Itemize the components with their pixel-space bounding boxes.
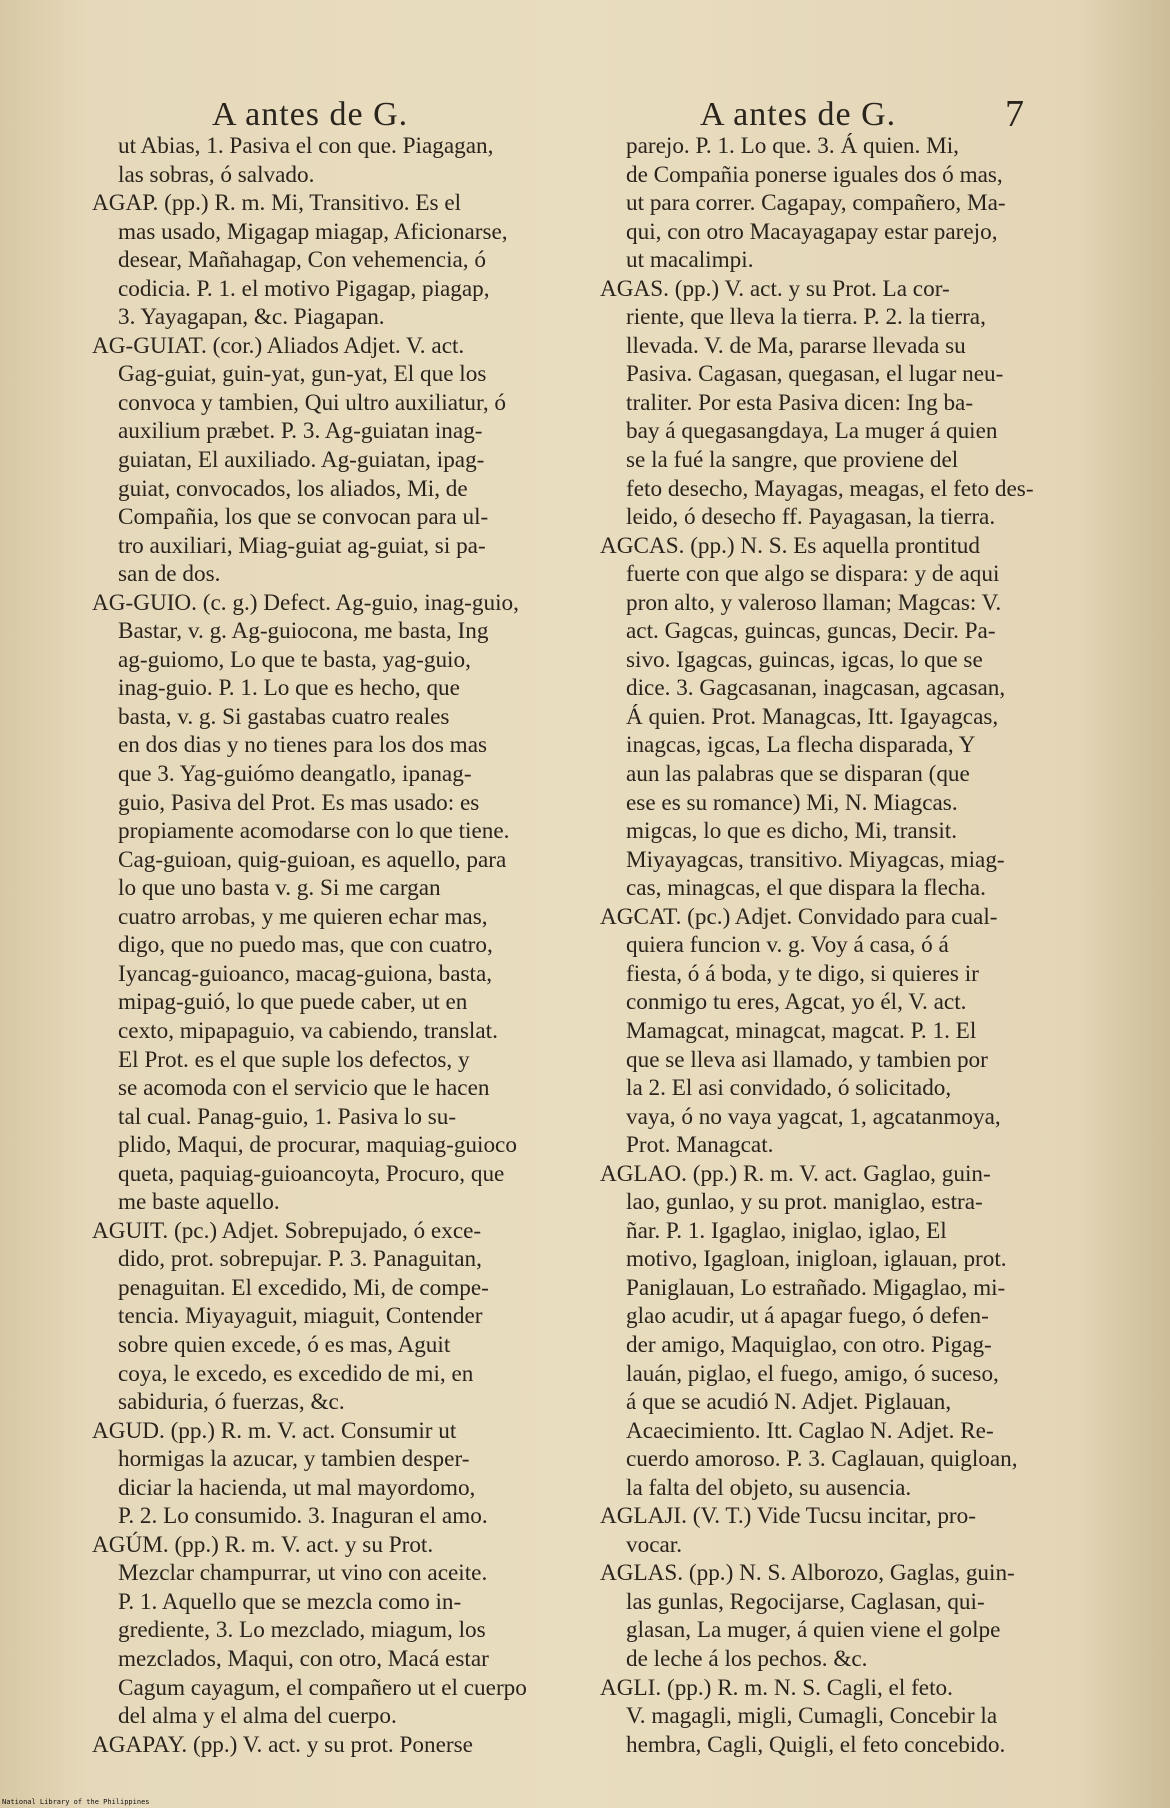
text-line: que 3. Yag-guiómo deangatlo, ipanag-	[118, 761, 472, 788]
text-line: P. 1. Aquello que se mezcla como in-	[118, 1588, 462, 1615]
text-line: Cag-guioan, quig-guioan, es aquello, para	[118, 846, 507, 873]
text-line: cas, minagcas, el que dispara la flecha.	[626, 875, 986, 902]
text-line: vocar.	[626, 1531, 683, 1558]
text-line: V. magagli, migli, Cumagli, Concebir la	[626, 1703, 998, 1730]
text-line: fiesta, ó á boda, y te digo, si quieres ir	[626, 960, 979, 987]
text-line: las gunlas, Regocijarse, Caglasan, qui-	[626, 1588, 985, 1615]
text-line: glao acudir, ut á apagar fuego, ó defen-	[626, 1303, 989, 1330]
text-line: que se lleva asi llamado, y tambien por	[626, 1046, 988, 1073]
text-line: Miyayagcas, transitivo. Miyagcas, miag-	[626, 846, 1005, 873]
text-line: AG-GUIAT. (cor.) Aliados Adjet. V. act.	[92, 332, 465, 359]
text-line: conmigo tu eres, Agcat, yo él, V. act.	[626, 989, 967, 1016]
text-line: mezclados, Maqui, con otro, Macá estar	[118, 1645, 489, 1672]
text-line: coya, le excedo, es excedido de mi, en	[118, 1360, 474, 1387]
text-line: AGLI. (pp.) R. m. N. S. Cagli, el feto.	[600, 1674, 953, 1701]
text-line: mas usado, Migagap miagap, Aficionarse,	[118, 218, 508, 245]
text-line: tal cual. Panag-guio, 1. Pasiva lo su-	[118, 1103, 457, 1130]
text-line: AGUIT. (pc.) Adjet. Sobrepujado, ó exce-	[92, 1217, 482, 1244]
page-number: 7	[1005, 93, 1024, 135]
text-line: AGLAJI. (V. T.) Vide Tucsu incitar, pro-	[600, 1503, 976, 1530]
text-line: lao, gunlao, y su prot. maniglao, estra-	[626, 1189, 983, 1216]
text-line: llevada. V. de Ma, pararse llevada su	[626, 332, 966, 359]
text-line: digo, que no puedo mas, que con cuatro,	[118, 932, 493, 959]
text-line: vaya, ó no vaya yagcat, 1, agcatanmoya,	[626, 1103, 1001, 1130]
text-line: riente, que lleva la tierra. P. 2. la tierra,	[626, 304, 986, 331]
text-line: motivo, Igagloan, inigloan, iglauan, prot.	[626, 1246, 1007, 1273]
text-line: me baste aquello.	[118, 1189, 280, 1216]
text-line: grediente, 3. Lo mezclado, miagum, los	[118, 1617, 486, 1644]
library-credit: National Library of the Philippines	[2, 1798, 150, 1806]
text-line: Iyancag-guioanco, macag-guiona, basta,	[118, 960, 493, 987]
text-line: glasan, La muger, á quien viene el golpe	[626, 1617, 1001, 1644]
text-line: ut macalimpi.	[626, 247, 754, 274]
text-line: AGLAS. (pp.) N. S. Alborozo, Gaglas, guin-	[600, 1560, 1015, 1587]
text-line: las sobras, ó salvado.	[118, 161, 315, 188]
text-line: act. Gagcas, guincas, guncas, Decir. Pa-	[626, 618, 996, 645]
text-line: qui, con otro Macayagapay estar parejo,	[626, 218, 998, 245]
text-line: dido, prot. sobrepujar. P. 3. Panaguitan,	[118, 1246, 482, 1273]
text-line: fuerte con que algo se dispara: y de aqui	[626, 561, 1000, 588]
text-line: lo que uno basta v. g. Si me cargan	[118, 875, 441, 902]
text-line: AGAS. (pp.) V. act. y su Prot. La cor-	[600, 275, 950, 302]
text-line: diciar la hacienda, ut mal mayordomo,	[118, 1474, 476, 1501]
text-line: AGCAS. (pp.) N. S. Es aquella prontitud	[600, 532, 980, 559]
text-line: tencia. Miyayaguit, miaguit, Contender	[118, 1303, 483, 1330]
text-line: penaguitan. El excedido, Mi, de compe-	[118, 1274, 489, 1301]
text-line: guio, Pasiva del Prot. Es mas usado: es	[118, 789, 480, 816]
text-line: sabiduria, ó fuerzas, &c.	[118, 1389, 345, 1416]
text-line: ut para correr. Cagapay, compañero, Ma-	[626, 190, 1006, 217]
text-line: AGLAO. (pp.) R. m. V. act. Gaglao, guin-	[600, 1160, 991, 1187]
text-line: se acomoda con el servicio que le hacen	[118, 1075, 490, 1102]
text-line: ese es su romance) Mi, N. Miagcas.	[626, 789, 958, 816]
text-line: inagcas, igcas, La flecha disparada, Y	[626, 732, 976, 759]
text-line: pron alto, y valeroso llaman; Magcas: V.	[626, 589, 1002, 616]
text-line: Á quien. Prot. Managcas, Itt. Igayagcas,	[626, 703, 999, 730]
left-column	[92, 132, 562, 1759]
text-line: AG-GUIO. (c. g.) Defect. Ag-guio, inag-guio,	[92, 589, 519, 616]
text-line: der amigo, Maquiglao, con otro. Pigag-	[626, 1331, 992, 1358]
text-line: AGUD. (pp.) R. m. V. act. Consumir ut	[92, 1417, 457, 1444]
text-line: hembra, Cagli, Quigli, el feto concebido.	[626, 1731, 1006, 1758]
text-line: mipag-guió, lo que puede caber, ut en	[118, 989, 468, 1016]
text-line: la falta del objeto, su ausencia.	[626, 1474, 912, 1501]
text-line: traliter. Por esta Pasiva dicen: Ing ba-	[626, 389, 974, 416]
text-line: feto desecho, Mayagas, meagas, el feto des-	[626, 475, 1034, 502]
text-line: hormigas la azucar, y tambien desper-	[118, 1446, 470, 1473]
text-line: de leche á los pechos. &c.	[626, 1645, 868, 1672]
text-line: Pasiva. Cagasan, quegasan, el lugar neu-	[626, 361, 1004, 388]
text-line: desear, Mañahagap, Con vehemencia, ó	[118, 247, 486, 274]
text-line: dice. 3. Gagcasanan, inagcasan, agcasan,	[626, 675, 1006, 702]
text-line: ut Abias, 1. Pasiva el con que. Piagagan,	[118, 133, 494, 159]
text-line: aun las palabras que se disparan (que	[626, 761, 970, 788]
text-line: se la fué la sangre, que proviene del	[626, 447, 959, 474]
right-column	[600, 132, 1078, 1759]
text-line: basta, v. g. Si gastabas cuatro reales	[118, 703, 450, 730]
text-line: El Prot. es el que suple los defectos, y	[118, 1046, 470, 1073]
text-line: AGAPAY. (pp.) V. act. y su prot. Ponerse	[92, 1731, 473, 1758]
text-line: leido, ó desecho ff. Payagasan, la tierra.	[626, 504, 996, 531]
text-line: parejo. P. 1. Lo que. 3. Á quien. Mi,	[626, 133, 959, 159]
text-line: 3. Yayagapan, &c. Piagapan.	[118, 304, 385, 331]
text-line: AGAP. (pp.) R. m. Mi, Transitivo. Es el	[92, 190, 462, 217]
text-line: propiamente acomodarse con lo que tiene.	[118, 818, 510, 845]
text-line: AGÚM. (pp.) R. m. V. act. y su Prot.	[92, 1531, 434, 1558]
text-line: sobre quien excede, ó es mas, Aguit	[118, 1331, 451, 1358]
text-line: lauán, piglao, el fuego, amigo, ó suceso,	[626, 1360, 999, 1387]
text-line: Gag-guiat, guin-yat, gun-yat, El que los	[118, 361, 487, 388]
text-line: P. 2. Lo consumido. 3. Inaguran el amo.	[118, 1503, 488, 1530]
text-line: Compañia, los que se convocan para ul-	[118, 504, 489, 531]
text-line: ag-guiomo, Lo que te basta, yag-guio,	[118, 646, 471, 673]
text-line: á que se acudió N. Adjet. Piglauan,	[626, 1389, 952, 1416]
text-line: en dos dias y no tienes para los dos mas	[118, 732, 488, 759]
text-line: bay á quegasangdaya, La muger á quien	[626, 418, 998, 445]
text-line: convoca y tambien, Qui ultro auxiliatur, ó	[118, 389, 507, 416]
text-line: Paniglauan, Lo estrañado. Migaglao, mi-	[626, 1274, 1006, 1301]
text-line: Prot. Managcat.	[626, 1132, 774, 1159]
text-line: de Compañia ponerse iguales dos ó mas,	[626, 161, 1003, 188]
running-head-left: A antes de G.	[212, 96, 409, 133]
text-line: Acaecimiento. Itt. Caglao N. Adjet. Re-	[626, 1417, 994, 1444]
text-line: cuatro arrobas, y me quieren echar mas,	[118, 903, 488, 930]
text-line: AGCAT. (pc.) Adjet. Convidado para cual-	[600, 903, 998, 930]
text-line: auxilium præbet. P. 3. Ag-guiatan inag-	[118, 418, 483, 445]
text-line: queta, paquiag-guioancoyta, Procuro, que	[118, 1160, 505, 1187]
text-line: guiat, convocados, los aliados, Mi, de	[118, 475, 468, 502]
text-line: guiatan, El auxiliado. Ag-guiatan, ipag-	[118, 447, 485, 474]
text-line: inag-guio. P. 1. Lo que es hecho, que	[118, 675, 460, 702]
text-line: sivo. Igagcas, guincas, igcas, lo que se	[626, 646, 983, 673]
text-line: Bastar, v. g. Ag-guiocona, me basta, Ing	[118, 618, 489, 645]
running-head-right: A antes de G.	[700, 96, 897, 133]
text-line: Mezclar champurrar, ut vino con aceite.	[118, 1560, 488, 1587]
text-line: tro auxiliari, Miag-guiat ag-guiat, si pa-	[118, 532, 486, 559]
text-line: Cagum cayagum, el compañero ut el cuerpo	[118, 1674, 527, 1701]
text-line: la 2. El asi convidado, ó solicitado,	[626, 1075, 952, 1102]
text-line: Mamagcat, minagcat, magcat. P. 1. El	[626, 1017, 977, 1044]
text-line: cexto, mipapaguio, va cabiendo, translat.	[118, 1017, 498, 1044]
text-line: codicia. P. 1. el motivo Pigagap, piagap,	[118, 275, 490, 302]
text-line: quiera funcion v. g. Voy á casa, ó á	[626, 932, 949, 959]
text-line: san de dos.	[118, 561, 221, 588]
text-line: cuerdo amoroso. P. 3. Caglauan, quigloan,	[626, 1446, 1018, 1473]
text-line: plido, Maqui, de procurar, maquiag-guioco	[118, 1132, 517, 1159]
text-line: ñar. P. 1. Igaglao, iniglao, iglao, El	[626, 1217, 947, 1244]
text-line: migcas, lo que es dicho, Mi, transit.	[626, 818, 958, 845]
text-line: del alma y el alma del cuerpo.	[118, 1703, 397, 1730]
